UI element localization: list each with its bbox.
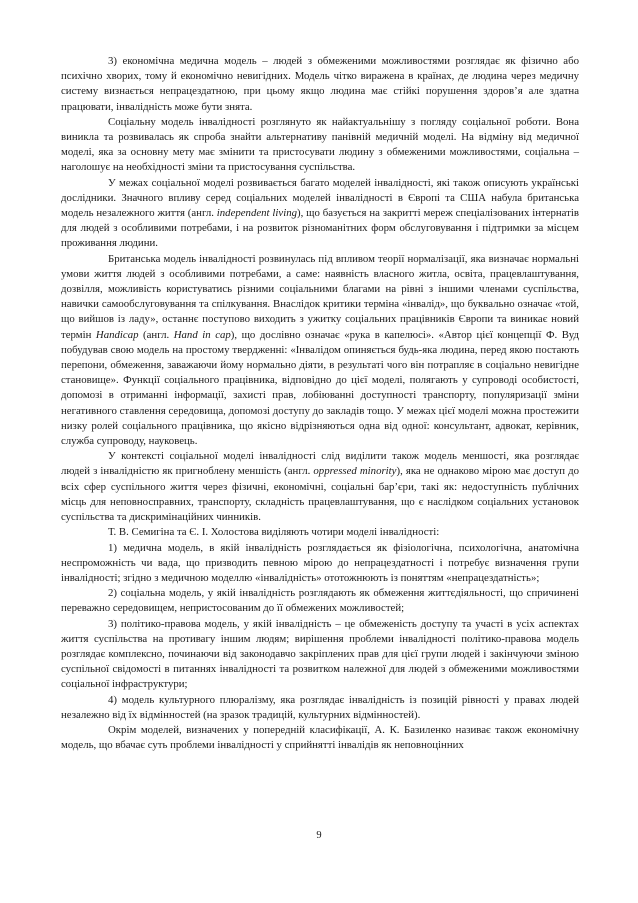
paragraph-social-model	[61, 115, 579, 176]
text-run: Окрім моделей, визначених у попередній класифікації, А. К. Базиленко називає також економічну модель, що вбачає суть проблеми інвалідності у сприйнятті інвалідів як неповноцінних	[61, 723, 579, 752]
text-run: ), яка не однаково мірою має доступ до всіх сфер суспільного життя через фізичні, економічні, соціальні бар’єри, такі як: недоступність публічних місць для неповносправних, транспорту, складність працевлаштування, що є наслідком соціальних установок суспільства та дискримінаційних чинників.	[61, 465, 580, 524]
paragraph-minority-model	[61, 449, 579, 525]
text-run: (англ.	[138, 328, 174, 341]
paragraph-economic-model-bazylenko	[61, 723, 579, 753]
italic-term: Handicap	[95, 328, 139, 341]
text-run: 4) модель культурного плюралізму, яка розглядає інвалідність із позицій рівності у правах людей незалежно від їх відмінностей (на зразок традицій, культурних відмінностей).	[61, 693, 579, 721]
list-item-cultural-pluralism-model	[61, 693, 579, 723]
text-run: 3) політико-правова модель, у якій інвалідність – це обмеженість доступу та участі в усіх аспектах життя суспільства на противагу іншим людям; вирішення проблеми інвалідності політико-правова модель розглядає комплексно, починаючи від законодавчо закріплених прав для цієї групи людей і закінчуючи зміною суспільної свідомості в питаннях інвалідності та розвитком належної для людей з обмеженими можливостями соціальної інфраструктури;	[61, 617, 579, 691]
text-run: Т. В. Семигіна та Є. І. Холостова виділяють чотири моделі інвалідності:	[108, 526, 440, 539]
paragraph-normalization-theory	[61, 252, 579, 450]
paragraph-four-models-intro	[61, 525, 579, 540]
text-run: 1) медична модель, в якій інвалідність розглядається як фізіологічна, психологічна, анатомічна неспроможність чи вада, що призводить певною мірою до непрацездатності і потребує визначення групи інвалідності; згідно з медичною моделлю «інвалідність» ототожнюють із поняттям «непрацездатність»;	[61, 541, 579, 584]
page-number: 9	[316, 830, 322, 841]
italic-term: Hand in cap	[173, 328, 231, 341]
text-run: У контексті соціальної моделі інвалідності слід виділити також модель меншості, яка розглядає людей з інвалідністю як пригноблену меншість (англ.	[61, 450, 579, 478]
list-item-medical-model	[61, 541, 579, 587]
paragraph-british-independent-living	[61, 176, 579, 252]
list-item-political-legal-model	[61, 617, 579, 693]
text-run: ), що дослівно означає «рука в капелюсі». «Автор цієї концепції Ф. Вуд побудував свою модель на простому твердженні: «Інвалідом опиняється будь-яка людина, перед якою постають перепони, обмеження, заважаючи йому нормально діяти, в результаті чого він потрапляє в соціально невигідне становище». Функції соціального працівника, відповідно до цієї моделі, полягають у супроводі особистості, допомозі в отриманні інформації, захисті прав, лобіюванні доступності транспорту, популяризації зміни негативного ставлення середовища, допомозі доступу до закладів тощо. У межах цієї моделі можна простежити низку ролей соціального працівника, що якісно відрізняються одна від одної: консультант, адвокат, керівник, служба супроводу, науковець.	[61, 328, 579, 448]
text-run: У межах соціальної моделі розвивається багато моделей інвалідності, які також описують українські дослідники. Значного впливу серед соціальних моделей інвалідності в Європі та США набула британська модель незалежного життя (англ.	[61, 176, 579, 220]
text-run: Британська модель інвалідності розвинулась під впливом теорії нормалізації, яка визначає нормальні умови життя людей з особливими потребами, а саме: наявність власного житла, освіта, працевлаштування, дозвілля, можливість користуватись різними соціальними благами на рівні з іншими членами суспільства, навички самообслуговування та спілкування. Внаслідок критики терміна «інвалід», що буквально означає «той, що вийшов із ладу», останнє поступово виходить з ужитку соціальних працівників Європи та виникає новий термін	[61, 252, 579, 341]
document-body	[61, 54, 579, 753]
italic-term: oppressed minority	[313, 465, 397, 478]
text-run: ), що базується на закритті мереж спеціалізованих інтернатів для людей з особливими потребами, і на розвиток різноманітних форм обслуговування і підтримки за місцем проживання людини.	[61, 207, 579, 250]
text-run: 3) економічна медична модель – людей з обмеженими можливостями розглядає як фізично або психічно хворих, тому й економічно невигідних. Модель чітко виражена в країнах, де людина через медичну систему визнається непрацездатною, при цьому якщо людина має стійкі порушення здоров’я але здатна працювати, інвалідність може бути знята.	[61, 55, 579, 113]
italic-term: independent living	[216, 207, 297, 220]
list-item-social-model	[61, 586, 579, 616]
text-run: 2) соціальна модель, у якій інвалідність розглядають як обмеження життєдіяльності, що спричинені переважно середовищем, непристосованим до її обмежених можливостей;	[61, 587, 579, 615]
paragraph-economic-medical-model	[61, 54, 579, 115]
text-run: Соціальну модель інвалідності розглянуто як найактуальнішу з погляду соціальної роботи. Вона виникла та розвивалась як спроба знайти альтернативу панівній медичній моделі. На відміну від медичної моделі, яка за основну мету має змінити та пристосувати людину з обмеженими можливостями, соціальна – наголошує на необхідності зміни та пристосування суспільства.	[61, 115, 579, 174]
